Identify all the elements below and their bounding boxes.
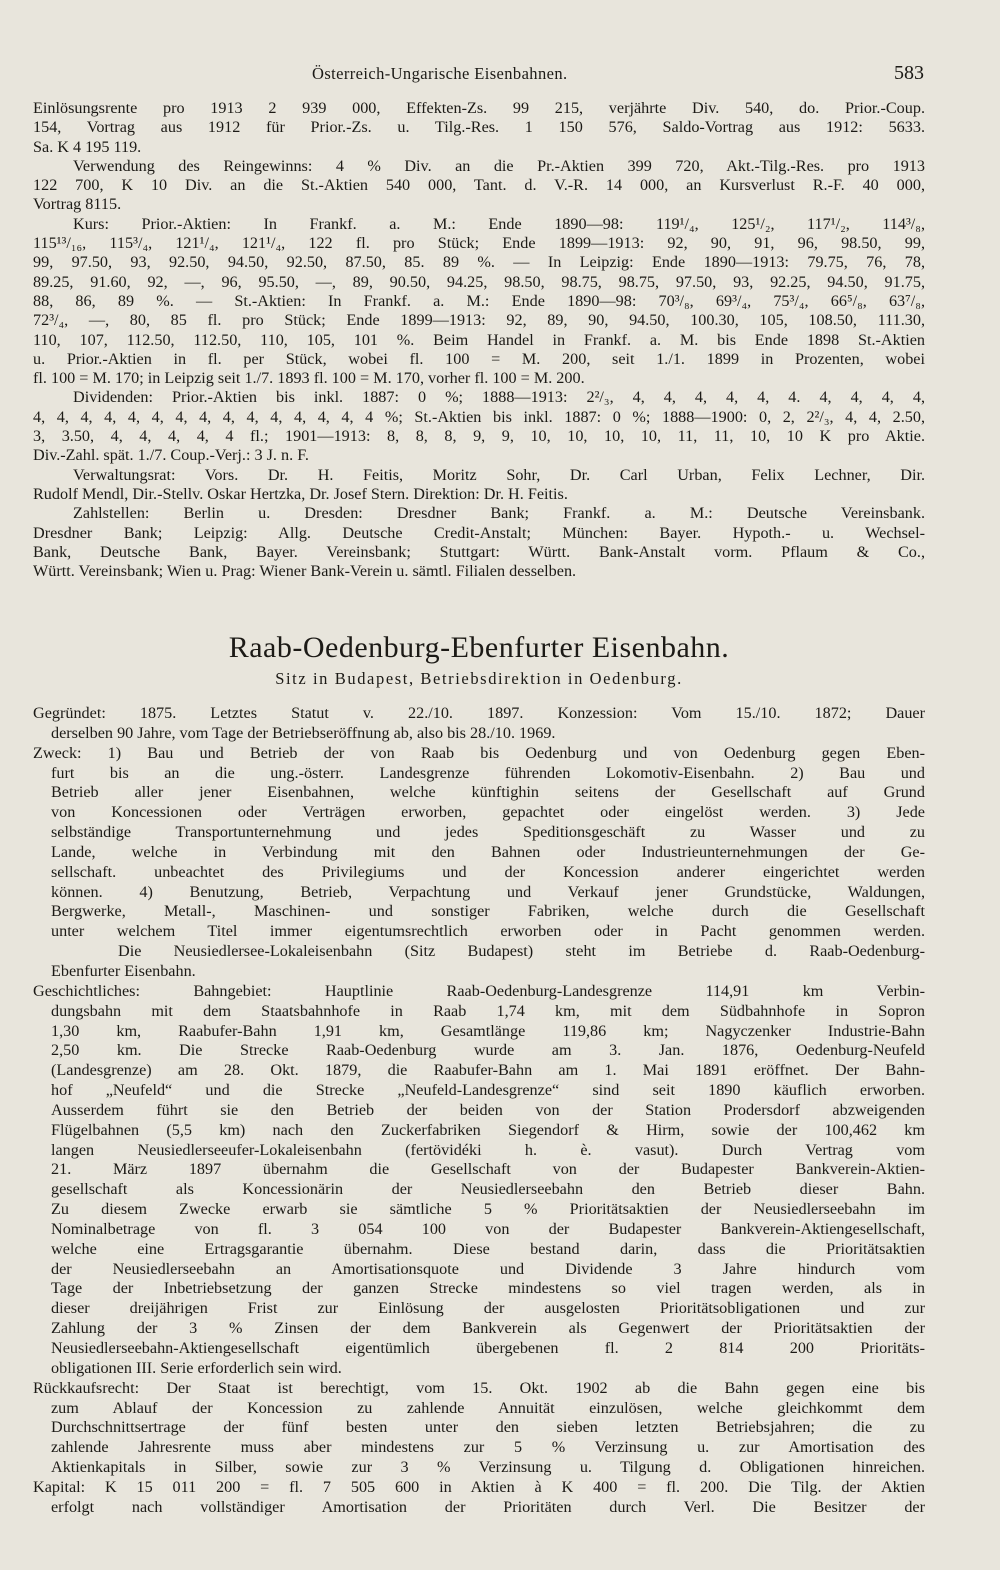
- text-line: Zweck: 1) Bau und Betrieb der von Raab bis Oedenburg und von Oedenburg gegen Eben-: [33, 743, 925, 762]
- text-line: erfolgt nach vollständiger Amortisation der Prioritäten durch Verl. Die Besitzer der: [51, 1497, 925, 1516]
- text-line: Dividenden: Prior.-Aktien bis inkl. 1887: 0 %; 1888—1913: 2²/₃, 4, 4, 4, 4, 4, 4. 4, 4, 4, 4,: [73, 388, 925, 407]
- text-line: Vortrag 8115.: [33, 195, 122, 214]
- text-line: Zu diesem Zwecke erwarb sie sämtliche 5 % Prioritätsaktien der Neusiedlerseebahn im: [51, 1200, 925, 1219]
- text-line: langen Neusiedlerseeufer-Lokaleisenbahn (fertövidéki h. è. vasut). Durch Vertrag vom: [51, 1140, 925, 1159]
- text-line: Tage der Inbetriebsetzung der ganzen Strecke mindestens so viel tragen werden, als in: [51, 1279, 925, 1298]
- text-line: 72³/₄, —, 80, 85 fl. pro Stück; Ende 1899—1913: 92, 89, 90, 94.50, 100.30, 105, 108.50, 111.30,: [33, 311, 925, 330]
- text-line: Verwaltungsrat: Vors. Dr. H. Feitis, Moritz Sohr, Dr. Carl Urban, Felix Lechner, Dir.: [73, 465, 925, 484]
- text-line: Einlösungsrente pro 1913 2 939 000, Effekten-Zs. 99 215, verjährte Div. 540, do. Prior.-Coup.: [33, 99, 925, 117]
- text-line: 115¹³/₁₆, 115³/₄, 121¹/₄, 121¹/₄, 122 fl. pro Stück; Ende 1899—1913: 92, 90, 91, 96, 98.50, 99,: [33, 234, 925, 253]
- text-line: zum Ablauf der Koncession zu zahlende Annuität einzulösen, welche gleichkommt dem: [51, 1398, 925, 1417]
- section-raab-oedenburg: [33, 704, 925, 1518]
- text-line: Aktienkapitals in Silber, sowie zur 3 % Verzinsung u. Tilgung d. Obligationen hinreichen.: [51, 1458, 925, 1477]
- text-line: Gegründet: 1875. Letztes Statut v. 22./10. 1897. Konzession: Vom 15./10. 1872; Dauer: [33, 704, 925, 722]
- text-line: obligationen III. Serie erforderlich sein wird.: [51, 1358, 342, 1377]
- text-line: sellschaft. unbeachtet des Privilegiums und der Koncession anderer eingerichtet werden: [51, 862, 925, 881]
- text-line: Neusiedlerseebahn-Aktiengesellschaft eigentümlich übergebenen fl. 2 814 200 Prioritäts-: [51, 1339, 925, 1357]
- text-line: fl. 100 = M. 170; in Leipzig seit 1./7. 1893 fl. 100 = M. 170, vorher fl. 100 = M. 200.: [33, 369, 585, 388]
- text-line: Rudolf Mendl, Dir.-Stellv. Oskar Hertzka, Dr. Josef Stern. Direktion: Dr. H. Feitis.: [33, 484, 568, 503]
- text-line: Bergwerke, Metall-, Maschinen- und sonstiger Fabriken, welche durch die Gesellschaft: [51, 902, 925, 921]
- text-line: hof „Neufeld“ und die Strecke „Neufeld-Landesgrenze“ sind seit 1890 käuflich erworben.: [51, 1081, 925, 1100]
- text-line: Sa. K 4 195 119.: [33, 137, 142, 156]
- text-line: Durchschnittsertrage der fünf besten unter den sieben letzten Betriebsjahren; die zu: [51, 1418, 925, 1437]
- text-line: Kapital: K 15 011 200 = fl. 7 505 600 in Aktien à K 400 = fl. 200. Die Tilg. der Aktien: [33, 1477, 925, 1496]
- text-line: furt bis an die ung.-österr. Landesgrenze führenden Lokomotiv-Eisenbahn. 2) Bau und: [51, 763, 925, 782]
- text-line: selbständige Transportunternehmung und jedes Speditionsgeschäft zu Wasser und zu: [51, 823, 925, 842]
- text-line: u. Prior.-Aktien in fl. per Stück, wobei fl. 100 = M. 200, seit 1./1. 1899 in Prozenten, wobei: [33, 349, 925, 368]
- text-line: 154, Vortrag aus 1912 für Prior.-Zs. u. Tilg.-Res. 1 150 576, Saldo-Vortrag aus 1912: 5633.: [33, 118, 925, 137]
- section-heading-group: [33, 628, 925, 689]
- text-line: Div.-Zahl. spät. 1./7. Coup.-Verj.: 3 J. n. F.: [33, 446, 309, 465]
- text-line: Zahlstellen: Berlin u. Dresden: Dresdner Bank; Frankf. a. M.: Deutsche Vereinsbank.: [73, 504, 925, 523]
- text-line: welche eine Ertragsgarantie übernahm. Diese bestand darin, dass die Prioritätsaktien: [51, 1239, 925, 1258]
- text-line: (Landesgrenze) am 28. Okt. 1879, die Raabufer-Bahn am 1. Mai 1891 eröffnet. Der Bahn-: [51, 1061, 925, 1080]
- text-line: Lande, welche in Verbindung mit den Bahnen oder Industrieunternehmungen der Ge-: [51, 842, 925, 861]
- text-line: Ausserdem führt sie den Betrieb der beiden von der Station Prodersdorf abzweigenden: [51, 1100, 925, 1119]
- text-line: 2,50 km. Die Strecke Raab-Oedenburg wurde am 3. Jan. 1876, Oedenburg-Neufeld: [51, 1041, 925, 1060]
- text-line: von Koncessionen oder Verträgen erworben, gepachtet oder eingelöst werden. 3) Jede: [51, 803, 925, 822]
- text-line: 99, 97.50, 93, 92.50, 94.50, 92.50, 87.50, 85. 89 %. — In Leipzig: Ende 1890—1913: 79.75, 76, 78,: [33, 253, 925, 272]
- text-line: gesellschaft als Koncessionärin der Neusiedlerseebahn den Betrieb dieser Bahn.: [51, 1180, 925, 1199]
- text-line: 4, 4, 4, 4, 4, 4, 4, 4, 4, 4, 4, 4, 4, 4, 4 %; St.-Aktien bis inkl. 1887: 0 %; 1888—1900: 0, 2, 2²/₃, 4, 4, 2.50,: [33, 407, 925, 426]
- text-line: Rückkaufsrecht: Der Staat ist berechtigt, vom 15. Okt. 1902 ab die Bahn gegen eine bis: [33, 1378, 925, 1397]
- running-head: [0, 64, 1000, 90]
- text-line: dungsbahn mit dem Staatsbahnhofe in Raab 1,74 km, mit dem Südbahnhofe in Sopron: [51, 1001, 925, 1020]
- text-line: Ebenfurter Eisenbahn.: [51, 961, 196, 980]
- text-line: Geschichtliches: Bahngebiet: Hauptlinie Raab-Oedenburg-Landesgrenze 114,91 km Verbin-: [33, 981, 925, 1000]
- text-line: Dresdner Bank; Leipzig: Allg. Deutsche Credit-Anstalt; München: Bayer. Hypoth.- u. Wechsel-: [33, 523, 925, 542]
- text-line: unter welchem Titel immer eigentumsrechtlich erworben oder in Pacht genommen werden.: [51, 922, 925, 941]
- text-line: Betrieb aller jener Eisenbahnen, welche künftighin seitens der Gesellschaft auf Grund: [51, 783, 925, 802]
- text-block-previous-company: [33, 99, 925, 581]
- text-line: 3, 3.50, 4, 4, 4, 4, 4 fl.; 1901—1913: 8, 8, 8, 9, 9, 10, 10, 10, 10, 11, 11, 10, 10 K pro Aktie.: [33, 427, 925, 446]
- text-line: dieser dreijährigen Frist zur Einlösung der ausgelosten Prioritätsobligationen und zur: [51, 1299, 925, 1318]
- page-number: 583: [894, 62, 924, 84]
- text-line: Verwendung des Reingewinns: 4 % Div. an die Pr.-Aktien 399 720, Akt.-Tilg.-Res. pro 1913: [73, 156, 925, 175]
- text-line: Flügelbahnen (5,5 km) nach den Zuckerfabriken Siegendorf & Hirm, sowie der 100,462 km: [51, 1120, 925, 1139]
- text-line: der Neusiedlerseebahn an Amortisationsquote und Dividende 3 Jahre hindurch vom: [51, 1259, 925, 1278]
- text-line: Kurs: Prior.-Aktien: In Frankf. a. M.: Ende 1890—98: 119¹/₄, 125¹/₂, 117¹/₂, 114³/₈,: [73, 214, 925, 233]
- text-line: 21. März 1897 übernahm die Gesellschaft von der Budapester Bankverein-Aktien-: [51, 1160, 925, 1179]
- section-subtitle: Sitz in Budapest, Betriebsdirektion in Oedenburg.: [275, 669, 683, 688]
- text-line: 122 700, K 10 Div. an die St.-Aktien 540 000, Tant. d. V.-R. 14 000, an Kursverlust R.-F. 40 000,: [33, 176, 925, 195]
- text-line: können. 4) Benutzung, Betrieb, Verpachtung und Verkauf jener Grundstücke, Waldungen,: [51, 882, 925, 901]
- section-title: Raab-Oedenburg-Ebenfurter Eisenbahn.: [228, 631, 730, 664]
- text-line: 110, 107, 112.50, 112.50, 110, 105, 101 %. Beim Handel in Frankf. a. M. bis Ende 1898 St.-Aktien: [33, 330, 925, 349]
- text-line: 88, 86, 89 %. — St.-Aktien: In Frankf. a. M.: Ende 1890—98: 70³/₈, 69³/₄, 75³/₄, 66⁵/₈, 63⁷/₈,: [33, 291, 925, 310]
- text-line: Zahlung der 3 % Zinsen der dem Bankverein als Gegenwert der Prioritätsaktien der: [51, 1319, 925, 1338]
- text-line: derselben 90 Jahre, vom Tage der Betriebseröffnung ab, also bis 28./10. 1969.: [51, 723, 556, 742]
- running-head-title: Österreich-Ungarische Eisenbahnen.: [312, 64, 568, 83]
- text-line: Württ. Vereinsbank; Wien u. Prag: Wiener Bank-Verein u. sämtl. Filialen desselben.: [33, 562, 577, 581]
- text-line: Nominalbetrage von fl. 3 054 100 von der Budapester Bankverein-Aktiengesellschaft,: [51, 1219, 925, 1238]
- text-line: zahlende Jahresrente muss aber mindestens zur 5 % Verzinsung u. zur Amortisation des: [51, 1438, 925, 1457]
- text-line: Die Neusiedlersee-Lokaleisenbahn (Sitz Budapest) steht im Betriebe d. Raab-Oedenburg-: [118, 942, 925, 961]
- text-line: 89.25, 91.60, 92, —, 96, 95.50, —, 89, 90.50, 94.25, 98.50, 98.75, 98.75, 97.50, 93, 92.25, 94.50, 91.75,: [33, 272, 925, 291]
- text-line: Bank, Deutsche Bank, Bayer. Vereinsbank; Stuttgart: Württ. Bank-Anstalt vorm. Pflaum & Co.,: [33, 542, 925, 561]
- text-line: 1,30 km, Raabufer-Bahn 1,91 km, Gesamtlänge 119,86 km; Nagyczenker Industrie-Bahn: [51, 1021, 925, 1040]
